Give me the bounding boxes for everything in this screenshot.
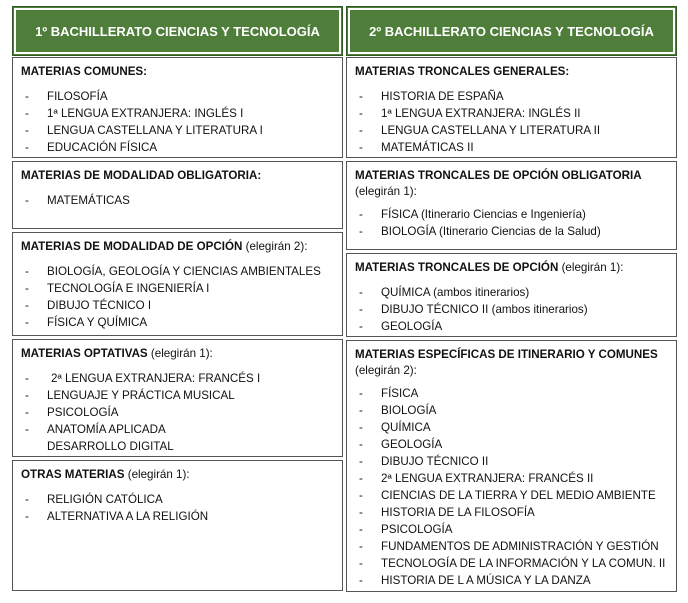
list-item: - BIOLOGÍA bbox=[355, 402, 668, 419]
box-troncales-opcion-obligatoria bbox=[346, 161, 677, 250]
box-optativas bbox=[12, 339, 343, 457]
list-modalidad-obligatoria bbox=[21, 192, 334, 209]
list-item: - FÍSICA Y QUÍMICA bbox=[21, 314, 334, 331]
list-item: - 1ª LENGUA EXTRANJERA: INGLÉS I bbox=[21, 105, 334, 122]
list-modalidad-opcion bbox=[21, 263, 334, 331]
box-otras-materias bbox=[12, 460, 343, 591]
title-troncales-opcion-obligatoria: MATERIAS TRONCALES DE OPCIÓN OBLIGATORIA bbox=[355, 169, 642, 182]
list-materias-comunes bbox=[21, 88, 334, 156]
list-item: - HISTORIA DE ESPAÑA bbox=[355, 88, 668, 105]
list-item: - DIBUJO TÉCNICO I bbox=[21, 297, 334, 314]
list-item: - 2ª LENGUA EXTRANJERA: FRANCÉS II bbox=[355, 470, 668, 487]
header-2-bachillerato: 2º BACHILLERATO CIENCIAS Y TECNOLOGÍA bbox=[346, 6, 677, 56]
list-item: - GEOLOGÍA bbox=[355, 436, 668, 453]
note-elegiran: (elegirán 1): bbox=[127, 468, 190, 481]
list-item: - LENGUAJE Y PRÁCTICA MUSICAL bbox=[21, 387, 334, 404]
list-item: - ANATOMÍA APLICADA bbox=[21, 421, 334, 438]
list-item: - 2ª LENGUA EXTRANJERA: FRANCÉS I bbox=[21, 370, 334, 387]
box-modalidad-obligatoria bbox=[12, 161, 343, 229]
box-troncales-opcion bbox=[346, 253, 677, 337]
list-item: - HISTORIA DE LA FILOSOFÍA bbox=[355, 504, 668, 521]
list-item: - FÍSICA bbox=[355, 385, 668, 402]
list-item: - BIOLOGÍA (Itinerario Ciencias de la Salud) bbox=[355, 223, 668, 240]
list-item: - DIBUJO TÉCNICO II bbox=[355, 453, 668, 470]
list-item: - BIOLOGÍA, GEOLOGÍA Y CIENCIAS AMBIENTALES bbox=[21, 263, 334, 280]
list-item: - LENGUA CASTELLANA Y LITERATURA II bbox=[355, 122, 668, 139]
title-materias-comunes: MATERIAS COMUNES: bbox=[21, 65, 148, 78]
list-item: - CIENCIAS DE LA TIERRA Y DEL MEDIO AMBIENTE bbox=[355, 487, 668, 504]
list-item: - LENGUA CASTELLANA Y LITERATURA I bbox=[21, 122, 334, 139]
column-2-bachillerato bbox=[346, 6, 677, 587]
title-especificas: MATERIAS ESPECÍFICAS DE ITINERARIO Y COMUNES bbox=[355, 348, 658, 361]
title-troncales-opcion: MATERIAS TRONCALES DE OPCIÓN (elegirán 1): bbox=[355, 261, 624, 274]
list-item: - TECNOLOGÍA DE LA INFORMACIÓN Y LA COMUN. II bbox=[355, 555, 668, 572]
title-otras-materias: OTRAS MATERIAS (elegirán 1): bbox=[21, 468, 190, 481]
list-item: - PSICOLOGÍA bbox=[355, 521, 668, 538]
list-item: - RELIGIÓN CATÓLICA bbox=[21, 491, 334, 508]
list-item: - 1ª LENGUA EXTRANJERA: INGLÉS II bbox=[355, 105, 668, 122]
box-modalidad-opcion bbox=[12, 232, 343, 336]
list-item: - GEOLOGÍA bbox=[355, 318, 668, 335]
list-especificas bbox=[355, 385, 668, 589]
list-troncales-generales bbox=[355, 88, 668, 156]
list-item: - FUNDAMENTOS DE ADMINISTRACIÓN Y GESTIÓN bbox=[355, 538, 668, 555]
box-troncales-generales bbox=[346, 57, 677, 158]
title-troncales-generales: MATERIAS TRONCALES GENERALES: bbox=[355, 65, 570, 78]
note-elegiran: (elegirán 1): bbox=[355, 185, 417, 198]
title-optativas: MATERIAS OPTATIVAS (elegirán 1): bbox=[21, 347, 213, 360]
note-elegiran: (elegirán 2): bbox=[355, 364, 417, 377]
list-item: - TECNOLOGÍA E INGENIERÍA I bbox=[21, 280, 334, 297]
box-materias-comunes bbox=[12, 57, 343, 158]
list-item: - HISTORIA DE L A MÚSICA Y LA DANZA bbox=[355, 572, 668, 589]
note-elegiran: (elegirán 1): bbox=[150, 347, 213, 360]
list-item: - QUÍMICA (ambos itinerarios) bbox=[355, 284, 668, 301]
list-item: - FÍSICA (Itinerario Ciencias e Ingeniería) bbox=[355, 206, 668, 223]
list-item: - MATEMÁTICAS II bbox=[355, 139, 668, 156]
list-item: - DIBUJO TÉCNICO II (ambos itinerarios) bbox=[355, 301, 668, 318]
list-item: - QUÍMICA bbox=[355, 419, 668, 436]
list-item: - EDUCACIÓN FÍSICA bbox=[21, 139, 334, 156]
title-modalidad-opcion: MATERIAS DE MODALIDAD DE OPCIÓN (elegirán 2): bbox=[21, 240, 308, 253]
title-modalidad-obligatoria: MATERIAS DE MODALIDAD OBLIGATORIA: bbox=[21, 169, 262, 182]
list-troncales-opcion-obligatoria bbox=[355, 206, 668, 240]
list-otras-materias bbox=[21, 491, 334, 525]
list-item: - FILOSOFÍA bbox=[21, 88, 334, 105]
header-1-bachillerato: 1º BACHILLERATO CIENCIAS Y TECNOLOGÍA bbox=[12, 6, 343, 56]
list-optativas bbox=[21, 370, 334, 455]
list-item: - ALTERNATIVA A LA RELIGIÓN bbox=[21, 508, 334, 525]
list-item: - PSICOLOGÍA bbox=[21, 404, 334, 421]
box-especificas bbox=[346, 340, 677, 592]
list-item: - MATEMÁTICAS bbox=[21, 192, 334, 209]
column-1-bachillerato bbox=[12, 6, 343, 523]
list-troncales-opcion bbox=[355, 284, 668, 335]
note-elegiran: (elegirán 1): bbox=[561, 261, 624, 274]
note-elegiran: (elegirán 2): bbox=[245, 240, 308, 253]
list-item-continuation: DESARROLLO DIGITAL bbox=[47, 440, 174, 453]
